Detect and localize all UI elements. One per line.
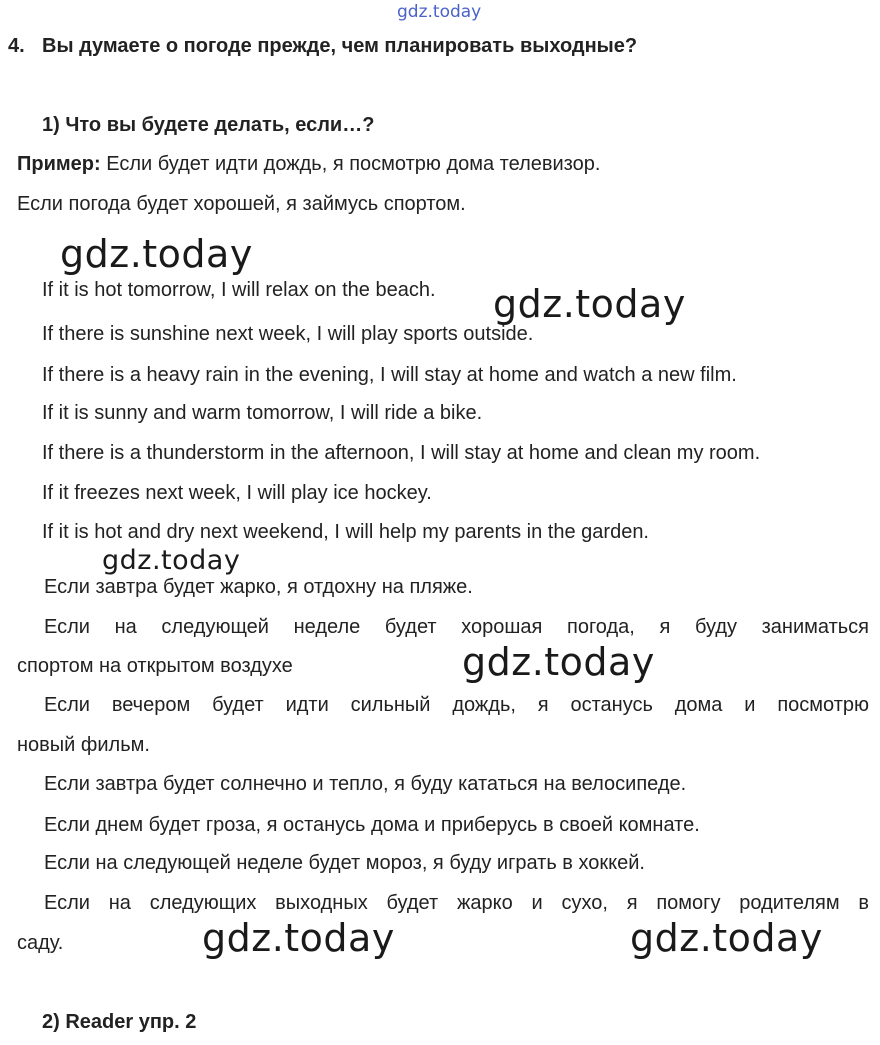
english-answer: If it is hot and dry next weekend, I will help my parents in the garden. [42, 521, 649, 543]
example-text: Если будет идти дождь, я посмотрю дома телевизор. [100, 153, 601, 175]
russian-translation: Если завтра будет жарко, я отдохну на пляже. [44, 576, 473, 598]
example-line-2: Если погода будет хорошей, я займусь спортом. [17, 193, 466, 215]
watermark: gdz.today [462, 640, 655, 684]
watermark: gdz.today [202, 916, 395, 960]
russian-translation-cont: саду. [17, 932, 64, 954]
russian-translation: Если на следующих выходных будет жарко и сухо, я помогу родителям в [44, 892, 869, 914]
example-line [17, 153, 600, 176]
watermark: gdz.today [102, 545, 241, 576]
russian-translation: Если вечером будет идти сильный дождь, я останусь дома и посмотрю [44, 694, 869, 716]
russian-translation: Если на следующей неделе будет мороз, я буду играть в хоккей. [44, 852, 645, 874]
russian-translation-cont: спортом на открытом воздухе [17, 655, 293, 677]
russian-translation: Если на следующей неделе будет хорошая погода, я буду заниматься [44, 616, 869, 638]
english-answer: If it is sunny and warm tomorrow, I will ride a bike. [42, 402, 483, 424]
english-answer: If it freezes next week, I will play ice hockey. [42, 482, 432, 504]
watermark-top: gdz.today [397, 2, 482, 22]
english-answer: If it is hot tomorrow, I will relax on the beach. [42, 279, 436, 301]
part1-heading: 1) Что вы будете делать, если…? [42, 114, 375, 136]
russian-translation: Если завтра будет солнечно и тепло, я буду кататься на велосипеде. [44, 773, 687, 795]
watermark: gdz.today [60, 232, 253, 276]
watermark: gdz.today [630, 916, 823, 960]
task-title: Вы думаете о погоде прежде, чем планировать выходные? [42, 35, 638, 57]
english-answer: If there is sunshine next week, I will play sports outside. [42, 323, 534, 345]
english-answer: If there is a thunderstorm in the afternoon, I will stay at home and clean my room. [42, 442, 761, 464]
russian-translation-cont: новый фильм. [17, 734, 150, 756]
russian-translation: Если днем будет гроза, я останусь дома и приберусь в своей комнате. [44, 814, 700, 836]
task-number: 4. [8, 35, 25, 57]
example-label: Пример: [17, 153, 101, 175]
part2-heading: 2) Reader упр. 2 [42, 1011, 197, 1033]
watermark: gdz.today [493, 282, 686, 326]
english-answer: If there is a heavy rain in the evening, I will stay at home and watch a new film. [42, 364, 737, 386]
